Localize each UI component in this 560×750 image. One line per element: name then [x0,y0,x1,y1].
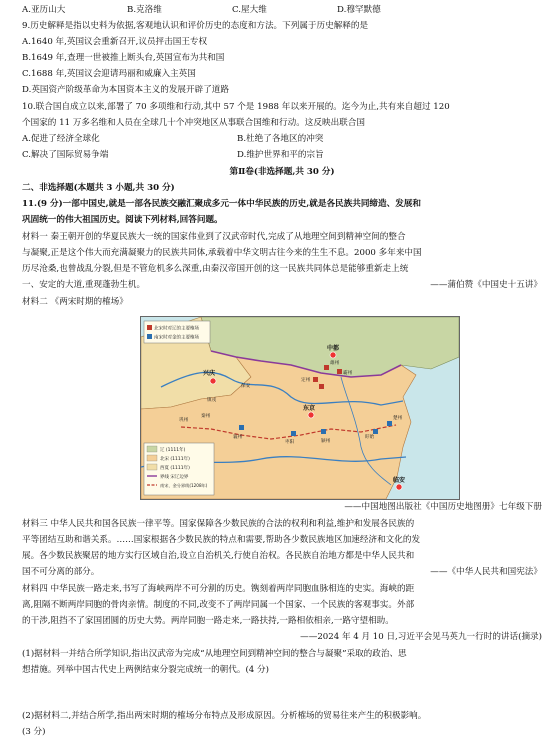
market-marker-guangxin [319,384,324,389]
label-yingzhou: 颍州 [321,439,331,444]
q9-option-b[interactable]: B.1649 年,查理一世被推上断头台,英国宣布为共和国 [22,53,225,63]
label-xiangzhou: 襄州 [233,435,243,440]
legend-bottom [144,443,214,495]
q9-option-c[interactable]: C.1688 年,英国议会迎请玛丽和威廉入主英国 [22,69,196,79]
map-source: ——中国地图出版社《中国历史地图册》七年级下册 [344,502,542,512]
legend-swatch-song [147,455,157,461]
legend-swatch-xixia [147,464,157,470]
label-gongzhou: 巩州 [179,418,189,423]
material1-line2: 与凝聚,正是这个伟大而充满凝聚力的民族共同体,承载着中华文明古往今来的生生不息。2000 多年来中国 [22,248,422,258]
legend-song: 北宋 (1111年) [160,457,190,462]
sub-question-1-line2: 想措施。列举中国古代史上两例结束分裂完成统一的朝代。(4 分) [22,665,269,675]
q10-options-row2 [22,149,542,161]
material3-line2: 平等团结互助和谐关系。……国家根据各少数民族的特点和需要,帮助各少数民族地区加速经济和文化的发 [22,535,421,545]
q10-option-c[interactable]: C.解决了国际贸易争端 [22,150,109,160]
label-xiongzhou: 雄州 [330,361,340,366]
market-marker-dingzhou [313,377,318,382]
capital-zhongdu-icon [330,352,336,358]
legend-item-southern-song: 南宋时对金的主要榷场 [154,335,199,341]
q11-intro-line1: 11.(9 分)一部中国史,就是一部各民族交融汇聚成多元一体中华民族的历史,就是各民族共同缔造、发展和 [22,199,421,209]
material3-line3: 展。各少数民族聚居的地方实行区域自治,设立自治机关,行使自治权。各民族自治地方都是中华人民共和 [22,551,415,561]
market-marker-zaoyang [291,431,296,436]
q10-stem-line2: 个国家的 11 万多名维和人员在全球几十个冲突地区从事联合国维和行动。这反映出联合国 [22,118,365,128]
sub-question-2-line2: (3 分) [22,727,46,737]
q8-option-c[interactable]: C.屋大维 [232,5,267,15]
market-marker-xiangzhou [239,425,244,430]
q8-options [22,4,542,16]
material3-line4: 国不可分离的部分。 [22,567,100,577]
material4-line3: 的干涉,阻挡不了家国团圆的历史大势。两岸同胞一路走来,一路扶持,一路相依相亲,一路守望相助。 [22,616,394,626]
q9-stem: 9.历史解释是指以史料为依据,客观地认识和评价历史的态度和方法。下列属于历史解释的是 [22,21,369,31]
label-xingqing: 兴庆 [203,370,216,377]
sub-question-1-line1: (1)据材料一并结合所学知识,指出汉武帝为完成“从地理空间到精神空间的整合与凝聚”采取的政治、思 [22,649,407,659]
material1-line1: 材料一 秦王朝开创的华夏民族大一统的国家伟业到了汉武帝时代,完成了从地理空间到精神空间的整合 [22,232,406,242]
capital-dongjing-icon [308,412,314,418]
material4-source: ——2024 年 4 月 10 日,习近平会见马英九一行时的讲话(摘录) [300,632,542,642]
legend-border: 界线 宋辽边界 [160,475,189,480]
song-trade-market-map [140,316,460,500]
material2-title: 材料二 《两宋时期的榷场》 [22,297,128,307]
q10-options-row1 [22,133,542,145]
q9-option-a[interactable]: A.1640 年,英国议会重新召开,议员抨击国王专权 [22,37,208,47]
market-marker-yingzhou [321,429,326,434]
legend-xixia: 西夏 (1111年) [160,466,190,471]
sub-question-2-line1: (2)据材料二,并结合所学,指出两宋时期的榷场分布特点及形成原因。分析榷场的贸易往来产生的积极影响。 [22,711,427,721]
label-zhongdu: 中都 [327,345,340,352]
market-marker-xiongzhou [324,365,329,370]
label-linan: 临安 [393,477,406,484]
legend-marker-northern-song [147,325,152,330]
market-marker-chuzhou [387,421,392,426]
legend-marker-southern-song [147,334,152,339]
capital-linan-icon [396,484,402,490]
market-marker-bazhou [337,369,342,374]
label-xuyi: 盱眙 [365,435,375,440]
label-chuzhou: 楚州 [393,416,403,421]
q10-option-b[interactable]: B.杜绝了各地区的冲突 [237,134,324,144]
map-svg [141,317,459,499]
material1-source: ——蒲伯赞《中国史十五讲》 [430,280,542,290]
q8-option-d[interactable]: D.穆罕默德 [337,5,381,15]
material1-line4: 一、安定的大道,重现蓬勃生机。 [22,280,146,290]
material4-line1: 材料四 中华民族一路走来,书写了海峡两岸不可分割的历史。镌刻着两岸同胞血脉相连的史实。海峡的距 [22,584,415,594]
material4-line2: 离,阻隔不断两岸同胞的骨肉亲情。制度的不同,改变不了两岸同属一个国家、一个民族的客观事实。外部 [22,600,415,610]
capital-xingqing-icon [210,378,216,384]
legend-songjin: 南宋、金分界线(1208年) [160,483,208,488]
material3-line1: 材料三 中华人民共和国各民族一律平等。国家保障各少数民族的合法的权利和利益,维护和发展各民族的 [22,519,415,529]
q8-option-b[interactable]: B.克洛维 [127,5,162,15]
label-zaoyang: 枣阳 [285,440,295,445]
material3-source: ——《中华人民共和国宪法》 [430,567,542,577]
material1-line3: 历尽沧桑,也曾战乱分裂,但是不管危机多么深重,由秦汉帝国开创的这一民族共同体总是能够重新走上统 [22,264,409,274]
label-zhenrong: 镇戎 [207,398,217,403]
q10-stem-line1: 10.联合国自成立以来,部署了 70 多项维和行动,其中 57 个是 1988 年以来开展的。迄今为止,共有来自超过 120 [22,102,450,112]
q9-option-d[interactable]: D.英国资产阶级革命为本国资本主义的发展开辟了道路 [22,85,229,95]
label-baoan: 保安 [241,384,251,389]
part2-heading: 二、非选择题(本题共 3 小题,共 30 分) [22,183,175,193]
q10-option-a[interactable]: A.促进了经济全球化 [22,134,100,144]
label-dongjing: 东京 [303,405,316,412]
section-title: 第Ⅱ卷(非选择题,共 30 分) [229,167,335,177]
label-dingzhou: 定州 [301,378,311,383]
label-bazhou: 霸州 [343,371,353,376]
q8-option-a[interactable]: A.亚历山大 [22,5,66,15]
q10-option-d[interactable]: D.维护世界和平的宗旨 [237,150,324,160]
legend-item-northern-song: 北宋时对辽的主要榷场 [154,326,199,332]
legend-swatch-liao [147,446,157,452]
legend-liao: 辽 (1111年) [160,448,186,453]
label-qinzhou: 秦州 [201,414,211,419]
legend-top [144,321,210,343]
q11-intro-line2: 巩固统一的伟大祖国历史。阅读下列材料,回答问题。 [22,215,223,225]
market-marker-xuyi [373,429,378,434]
